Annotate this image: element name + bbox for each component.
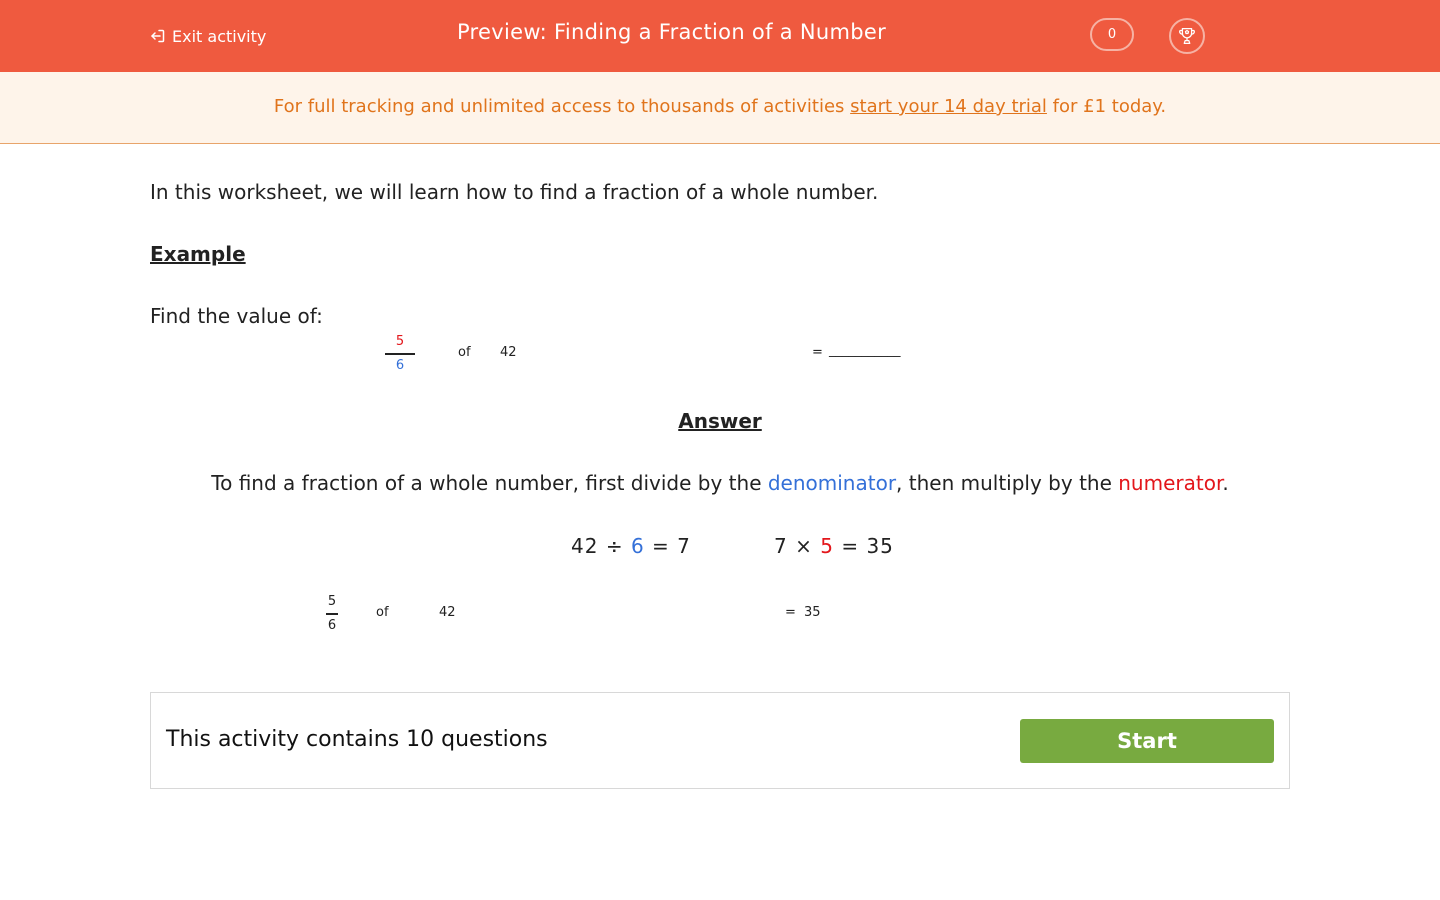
- start-button[interactable]: Start: [1020, 719, 1274, 763]
- page-title: Preview: Finding a Fraction of a Number: [456, 20, 887, 44]
- explain-part2: , then multiply by the: [896, 471, 1119, 495]
- division-step: [571, 534, 691, 558]
- denominator-word: denominator: [767, 471, 897, 495]
- final-fraction-bar: [326, 613, 338, 615]
- answer-heading: Answer: [678, 409, 762, 433]
- multiplication-result: 35: [866, 534, 894, 558]
- question-count-text: This activity contains 10 questions: [166, 727, 548, 752]
- division-divisor: 6: [630, 534, 645, 558]
- example-of: of: [458, 345, 471, 360]
- final-fraction: [326, 593, 338, 635]
- find-value-prompt: Find the value of:: [150, 304, 323, 328]
- trophy-button[interactable]: [1169, 18, 1205, 54]
- intro-text: In this worksheet, we will learn how to find a fraction of a whole number.: [150, 180, 879, 204]
- multiplication-operator: ×: [795, 534, 813, 558]
- example-numerator: 5: [395, 334, 405, 349]
- banner-text-end: for £1 today.: [1046, 96, 1167, 117]
- answer-explanation: [0, 471, 1440, 495]
- division-result: 7: [677, 534, 691, 558]
- division-equals: =: [652, 534, 670, 558]
- final-of: of: [376, 605, 389, 620]
- fraction-bar: [385, 353, 415, 355]
- final-denominator: 6: [327, 618, 337, 633]
- score-badge: 0: [1090, 18, 1134, 51]
- explain-part1: To find a fraction of a whole number, first divide by the: [211, 471, 768, 495]
- multiplication-equals: =: [841, 534, 860, 558]
- multiplication-step: [774, 534, 894, 558]
- example-heading: Example: [150, 242, 246, 266]
- example-equals: =: [812, 345, 823, 360]
- trophy-icon: [1176, 25, 1198, 47]
- example-answer-blank: ___________: [829, 343, 901, 358]
- numerator-word: numerator: [1118, 471, 1223, 495]
- final-result: 35: [804, 605, 821, 620]
- division-operator: ÷: [605, 534, 624, 558]
- final-numerator: 5: [327, 594, 337, 609]
- banner-text-start: For full tracking and unlimited access to thousands of activities: [273, 96, 851, 117]
- example-denominator: 6: [395, 358, 405, 373]
- final-equals: =: [785, 605, 796, 620]
- activity-card: [150, 692, 1290, 789]
- multiplication-left: 7: [774, 534, 788, 558]
- multiplication-right: 5: [820, 534, 834, 558]
- explain-end: .: [1222, 471, 1229, 495]
- start-trial-link[interactable]: start your 14 day trial: [850, 96, 1047, 117]
- example-fraction: [385, 333, 415, 375]
- exit-activity-label: Exit activity: [172, 26, 267, 46]
- example-whole: 42: [500, 345, 517, 360]
- top-bar: [0, 0, 1440, 72]
- trial-banner: [0, 72, 1440, 144]
- final-whole: 42: [439, 605, 456, 620]
- division-dividend: 42: [571, 534, 599, 558]
